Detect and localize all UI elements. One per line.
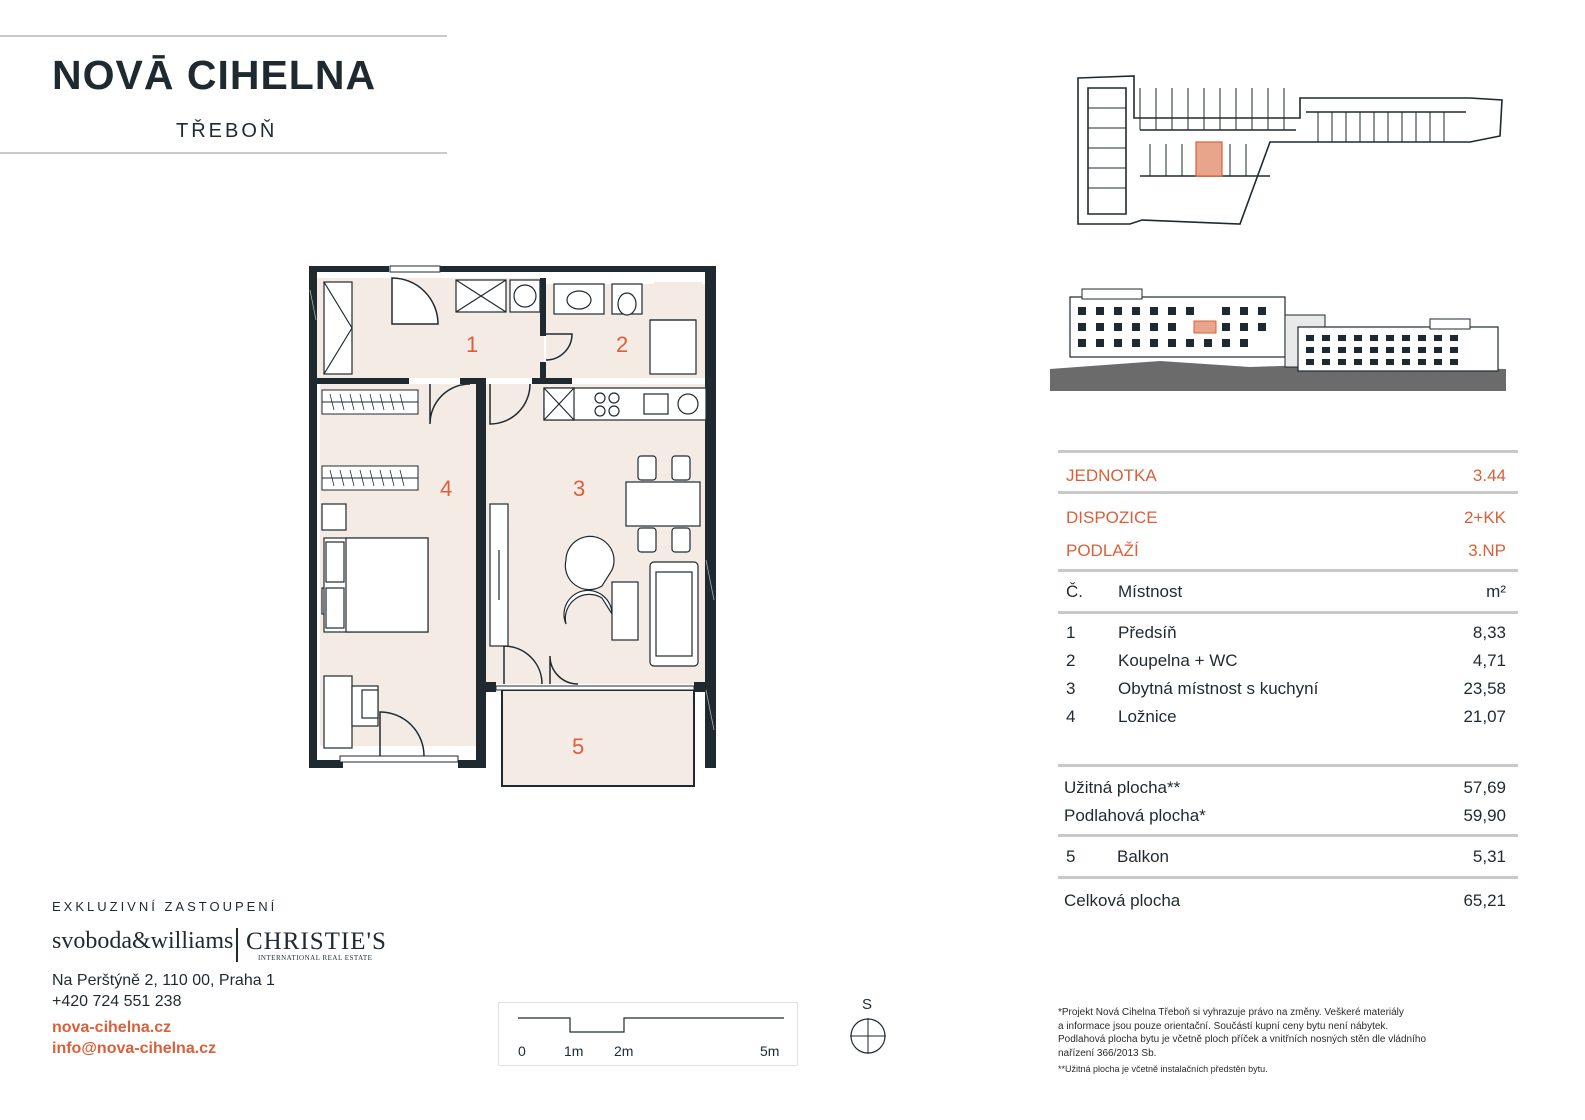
table-header [1066,582,1506,608]
agency-heading: EXKLUZIVNÍ ZASTOUPENÍ [52,899,278,914]
table-rule [1058,834,1518,837]
dispozice-value: 2+KK [1463,508,1506,527]
table-row [1066,679,1506,705]
room-area: 21,07 [1463,707,1506,726]
row-balkon [1066,847,1506,873]
table-rule [1058,764,1518,767]
room-name: Obytná místnost s kuchyní [1118,679,1319,698]
row-dispozice [1066,508,1506,534]
table-rule [1058,611,1518,614]
row-podlazi [1066,541,1506,567]
room-number-5: 5 [572,734,585,759]
agency-address: Na Perštýně 2, 110 00, Praha 1 [52,972,275,989]
agency-email-link[interactable]: info@nova-cihelna.cz [52,1040,217,1057]
agency-web-link[interactable]: nova-cihelna.cz [52,1019,172,1036]
agency-logo-left: svoboda&williams [52,928,234,954]
balcony-floor [502,690,694,786]
podlahova-value: 59,90 [1463,806,1506,825]
balkon-num: 5 [1066,847,1076,866]
note-line: nařízení 366/2013 Sb. [1058,1047,1157,1059]
unit-highlight-plan [1196,142,1222,176]
logo-divider [236,928,238,962]
room-num: 1 [1066,623,1076,642]
row-podlahova [1064,806,1506,832]
podlahova-label: Podlahová plocha* [1064,806,1206,825]
balkon-value: 5,31 [1472,847,1506,866]
podlazi-value: 3.NP [1468,541,1506,560]
row-uzitna [1064,778,1506,804]
brand-title: NOVĀ CIHELNA [52,52,377,98]
note-line: a informace jsou pouze orientační. Součástí kupní ceny bytu není nábytek. [1058,1020,1389,1032]
balkon-label: Balkon [1117,847,1169,866]
celkova-value: 65,21 [1463,891,1506,910]
scale-bar [512,1012,792,1036]
room-area: 4,71 [1472,651,1506,670]
agency-logo-right: CHRISTIE'S [246,928,387,955]
table-row [1066,623,1506,649]
room-number-3: 3 [573,476,586,501]
table-rule [1058,491,1518,494]
compass-label: S [862,996,873,1013]
agency-phone: +420 724 551 238 [52,993,182,1010]
room-num: 4 [1066,707,1076,726]
room-name: Předsíň [1118,623,1177,642]
header-room: Místnost [1118,582,1183,601]
unit-highlight-elevation [1194,321,1216,333]
floor-plan [300,260,730,795]
note-line: **Užitná plocha je včetně instalačních předstěn bytu. [1058,1064,1268,1074]
scale-label-2m: 2m [614,1043,634,1059]
table-rule-top [1058,450,1518,453]
jednotka-value: 3.44 [1472,466,1506,485]
dispozice-label: DISPOZICE [1066,508,1158,527]
note-line: Podlahová plocha bytu je včetně ploch příček a vnitřních nosných stěn dle vládního [1058,1034,1427,1045]
header-top-rule [0,35,447,37]
key-plan [1070,68,1510,233]
room-number-4: 4 [440,476,453,501]
header-unit: m² [1486,582,1506,601]
room-num: 2 [1066,651,1076,670]
scale-label-5m: 5m [760,1043,780,1059]
scale-label-0: 0 [518,1043,526,1059]
footnotes [1058,1006,1528,1077]
room-name: Koupelna + WC [1118,651,1238,670]
celkova-label: Celková plocha [1064,891,1181,910]
uzitna-value: 57,69 [1463,778,1506,797]
room-number-2: 2 [616,332,629,357]
agency-logo-right-sub: INTERNATIONAL REAL ESTATE [258,954,373,962]
scale-label-1m: 1m [564,1043,584,1059]
row-celkova [1064,891,1506,917]
elevation-view [1050,285,1506,395]
room-num: 3 [1066,679,1076,698]
table-rule [1058,876,1518,879]
header-bottom-rule [0,152,447,154]
room-name: Ložnice [1118,707,1177,726]
room-area: 23,58 [1463,679,1506,698]
table-rule [1058,569,1518,572]
row-jednotka [1066,466,1506,492]
jednotka-label: JEDNOTKA [1066,466,1157,485]
room-number-1: 1 [466,332,479,357]
brand-subtitle: TŘEBOŇ [176,120,278,142]
note-line: *Projekt Nová Cihelna Třeboň si vyhrazuje právo na změny. Veškeré materiály [1058,1007,1404,1018]
room-area: 8,33 [1472,623,1506,642]
table-row [1066,651,1506,677]
uzitna-label: Užitná plocha** [1064,778,1181,797]
header-num: Č. [1066,582,1083,601]
podlazi-label: PODLAŽÍ [1066,541,1139,560]
compass-icon [848,1016,888,1056]
table-row [1066,707,1506,733]
